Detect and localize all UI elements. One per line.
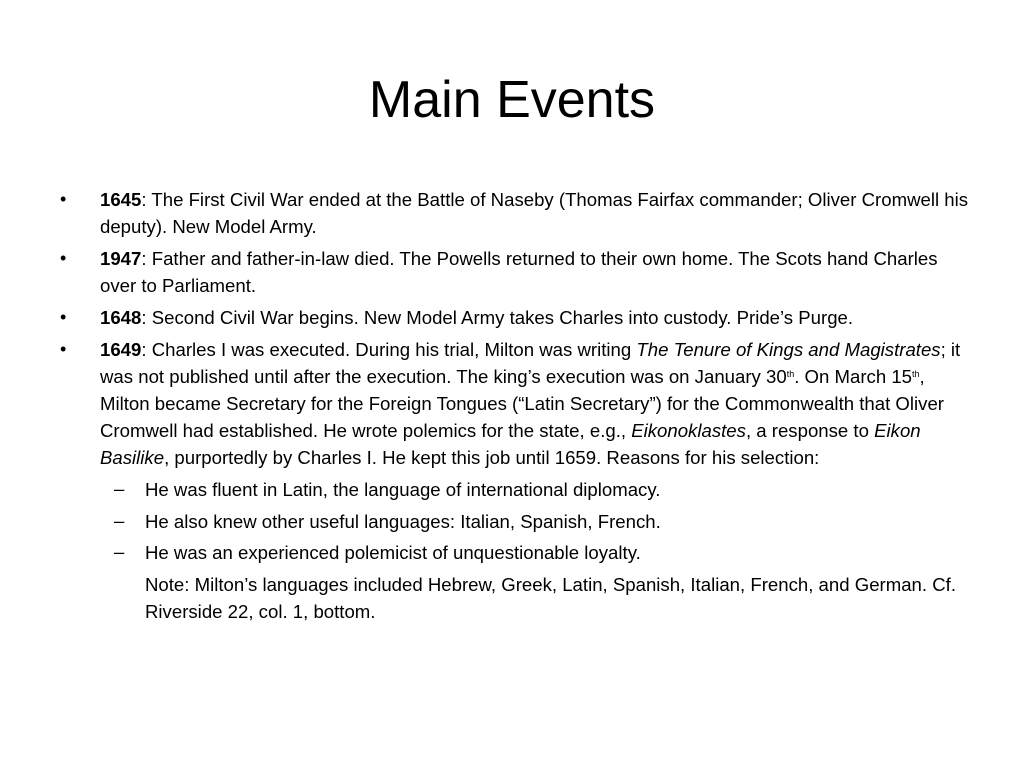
sub-item-text: He was an experienced polemicist of unquestionable loyalty. (145, 542, 641, 564)
work-title-eikon-basilike: Eikon Basilike (100, 420, 921, 469)
dash-icon: – (114, 478, 125, 500)
work-title-eikonoklastes: Eikonoklastes (631, 420, 746, 442)
event-text: : Charles I was executed. During his trial, Milton was writing (141, 338, 637, 360)
sub-item-languages (58, 508, 973, 535)
event-year: 1649 (100, 338, 142, 360)
sub-item-text: He also knew other useful languages: Italian, Spanish, French. (145, 510, 661, 532)
bullet-item-1649 (58, 336, 973, 472)
note-text: Note: Milton’s languages included Hebrew, Greek, Latin, Spanish, Italian, French, and German. Cf. Riverside 22, col. 1, bottom. (145, 574, 956, 623)
work-title-tenure: The Tenure of Kings and Magistrates (636, 338, 941, 360)
slide-title: Main Events (368, 71, 656, 129)
slide-body (58, 186, 973, 626)
event-text: , purportedly by Charles I. He kept this job until 1659. Reasons for his selection: (164, 447, 820, 469)
bullet-icon: • (60, 247, 67, 268)
sub-item-polemicist (58, 539, 973, 566)
dash-icon: – (114, 541, 125, 563)
event-text: : Second Civil War begins. New Model Army takes Charles into custody. Pride’s Purge. (141, 306, 854, 328)
bullet-item-1648 (58, 304, 973, 331)
ordinal-suffix: th (786, 368, 795, 379)
bullet-item-1645 (58, 186, 973, 240)
bullet-icon: • (60, 338, 67, 359)
bullet-icon: • (60, 189, 67, 209)
event-text: , a response to (745, 420, 875, 442)
event-text: . On March 15 (794, 365, 913, 387)
event-year: 1645 (100, 189, 142, 210)
event-text: ; it was not published until after the execution. The king’s execution was on January 30 (100, 338, 961, 387)
event-text: , Milton became Secretary for the Foreign Tongues (“Latin Secretary”) for the Commonwealth that Oliver Cromwell had established. He wrote polemics for the state, e.g., (100, 365, 944, 442)
sub-item-latin (58, 476, 973, 503)
ordinal-suffix: th (912, 368, 920, 379)
event-year: 1648 (100, 306, 142, 328)
event-text: : The First Civil War ended at the Battle of Naseby (Thomas Fairfax commander; Oliver Cromwell his deputy). New Model Army. (100, 189, 969, 238)
bullet-icon: • (60, 306, 67, 327)
sub-item-text: He was fluent in Latin, the language of international diplomacy. (145, 479, 661, 501)
event-text: : Father and father-in-law died. The Powells returned to their own home. The Scots hand Charles over to Parliament. (100, 247, 938, 297)
dash-icon: – (114, 509, 125, 531)
bullet-item-1947 (58, 245, 973, 299)
event-year: 1947 (100, 247, 142, 269)
